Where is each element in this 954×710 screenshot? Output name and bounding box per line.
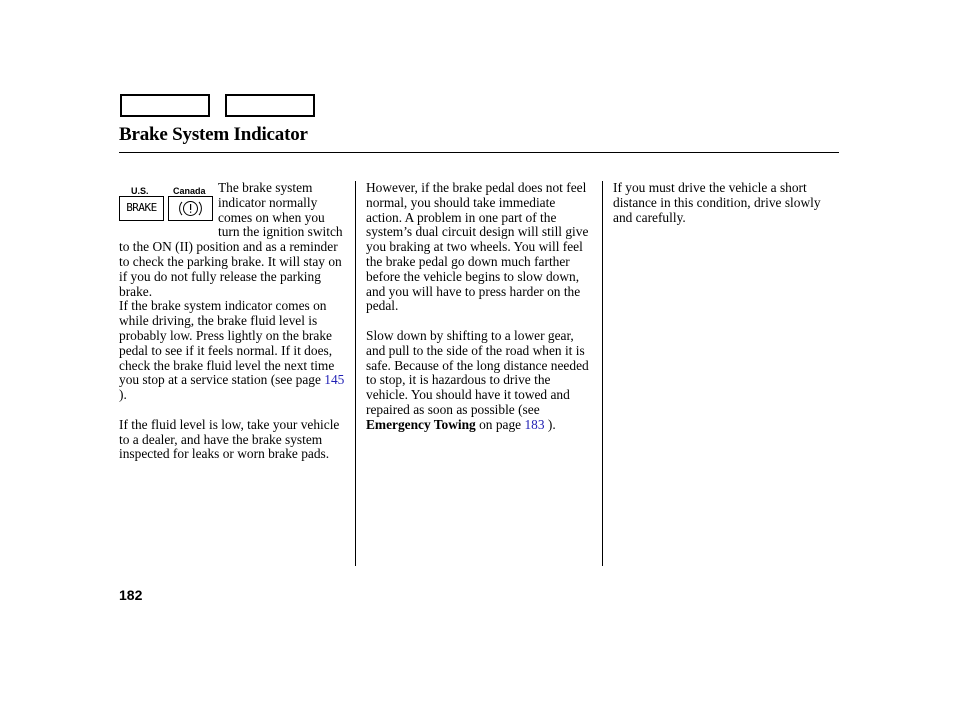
brake-warning-circle-icon bbox=[168, 196, 213, 221]
col3-paragraph-1: If you must drive the vehicle a short distance in this condition, drive slowly and carefully. bbox=[613, 180, 821, 225]
col1-paragraph-3: If the fluid level is low, take your vehicle to a dealer, and have the brake system inspected for leaks or worn brake pads. bbox=[119, 416, 340, 462]
title-rule bbox=[119, 152, 839, 153]
us-label: U.S. bbox=[131, 186, 149, 196]
col2-paragraph-2 bbox=[366, 329, 594, 433]
brake-text-icon bbox=[119, 196, 164, 221]
col2-p2-mid: on page bbox=[475, 416, 525, 432]
col1-p2-text: If the brake system indicator comes on while driving, the brake fluid level is probably low. Press lightly on the brake pedal to see if it feels normal. If it does, check the brake fluid level the next time you stop at a service station (see page bbox=[119, 298, 335, 388]
column-divider-1 bbox=[355, 181, 356, 566]
col1-p2-end: ). bbox=[119, 387, 127, 403]
brake-icon-text: BRAKE bbox=[126, 201, 157, 214]
column-2 bbox=[366, 181, 594, 433]
column-divider-2 bbox=[602, 181, 603, 566]
page-link-145[interactable]: 145 bbox=[324, 372, 345, 388]
column-3 bbox=[613, 181, 839, 225]
col1-paragraph-1: The brake system indicator normally comes on when you turn the ignition switch to the ON (II) position and as a reminder to check the parking brake. It will stay on if you do not fully release the parking brake. bbox=[119, 180, 343, 299]
col2-p2-end: ). bbox=[544, 416, 556, 432]
canada-label: Canada bbox=[173, 186, 206, 196]
col1-paragraph-2 bbox=[119, 299, 349, 403]
brake-indicator-figure bbox=[119, 181, 215, 229]
column-1 bbox=[119, 181, 349, 462]
emergency-towing-ref: Emergency Towing bbox=[366, 416, 476, 432]
col2-p2-text: Slow down by shifting to a lower gear, and pull to the side of the road when it is safe. Because of the long distance needed to stop, it is hazardous to drive the vehicle. You should have it towed and repaired as soon as possible (see bbox=[366, 327, 589, 417]
page-number: 182 bbox=[119, 587, 143, 603]
nav-next-button[interactable] bbox=[225, 94, 315, 117]
page-link-183[interactable]: 183 bbox=[524, 416, 545, 432]
page-title: Brake System Indicator bbox=[119, 124, 308, 145]
col2-paragraph-1: However, if the brake pedal does not feel normal, you should take immediate action. A problem in one part of the system’s dual circuit design will still give you braking at two wheels. You will feel the brake pedal go down much farther before the vehicle begins to slow down, and you will have to press harder on the pedal. bbox=[366, 180, 589, 314]
nav-prev-button[interactable] bbox=[120, 94, 210, 117]
